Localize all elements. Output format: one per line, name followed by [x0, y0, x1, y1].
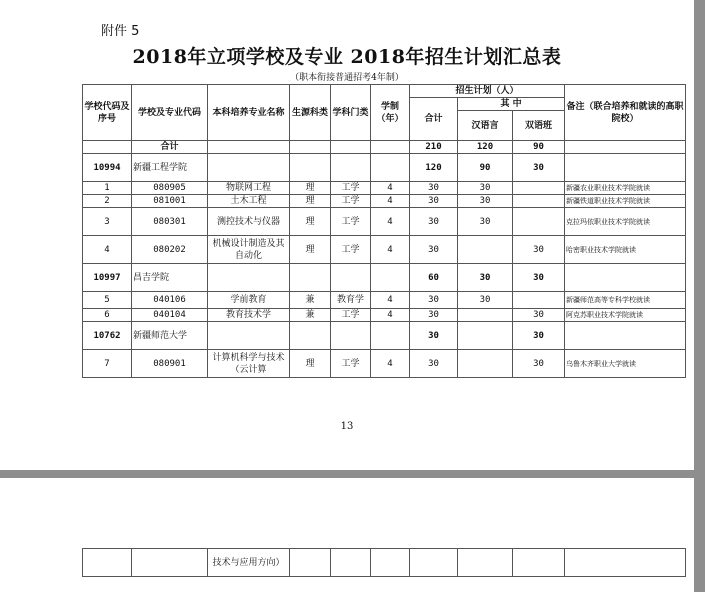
row-discipline: 工学	[331, 182, 371, 195]
total-total: 210	[410, 141, 458, 154]
enrollment-plan-table	[82, 84, 686, 378]
major-row	[83, 309, 686, 322]
row-code: 6	[83, 309, 132, 322]
row-total: 30	[410, 292, 458, 309]
document-title: 2018年立项学校及专业 2018年招生计划汇总表	[132, 46, 562, 68]
row-code: 10997	[83, 264, 132, 292]
row-name: 新疆师范大学	[132, 322, 208, 350]
row-discipline	[331, 264, 371, 292]
row-discipline: 工学	[331, 350, 371, 378]
row-discipline: 工学	[331, 195, 371, 208]
row-discipline	[331, 322, 371, 350]
row-years: 4	[371, 195, 410, 208]
row-code: 4	[83, 236, 132, 264]
continuation-table	[82, 548, 686, 577]
row-han	[458, 350, 513, 378]
row-major: 计算机科学与技术（云计算	[208, 350, 290, 378]
row-major: 物联网工程	[208, 182, 290, 195]
row-major: 机械设计制造及其自动化	[208, 236, 290, 264]
header-school-code: 学校代码及序号	[83, 85, 132, 141]
row-bilingual: 30	[513, 350, 565, 378]
row-bilingual	[513, 208, 565, 236]
header-total: 合计	[410, 98, 458, 141]
document-page-2	[0, 478, 694, 592]
row-years	[371, 154, 410, 182]
row-discipline	[331, 154, 371, 182]
row-name: 新疆工程学院	[132, 154, 208, 182]
row-source: 理	[290, 208, 331, 236]
row-discipline: 教育学	[331, 292, 371, 309]
major-row	[83, 292, 686, 309]
row-code: 7	[83, 350, 132, 378]
row-code: 5	[83, 292, 132, 309]
total-row	[83, 141, 686, 154]
row-code: 10994	[83, 154, 132, 182]
row-name: 080901	[132, 350, 208, 378]
row-major: 土木工程	[208, 195, 290, 208]
row-total: 30	[410, 208, 458, 236]
row-remark: 新疆农业职业技术学院就读	[565, 182, 686, 195]
school-row	[83, 322, 686, 350]
row-name: 080905	[132, 182, 208, 195]
page-number: 13	[340, 421, 354, 432]
major-row	[83, 208, 686, 236]
row-total: 30	[410, 236, 458, 264]
row-name: 081001	[132, 195, 208, 208]
row-major	[208, 264, 290, 292]
row-remark	[565, 154, 686, 182]
row-total: 30	[410, 195, 458, 208]
row-years: 4	[371, 292, 410, 309]
row-source: 理	[290, 350, 331, 378]
row-remark: 新疆铁道职业技术学院就读	[565, 195, 686, 208]
row-discipline: 工学	[331, 208, 371, 236]
row-name: 昌吉学院	[132, 264, 208, 292]
header-among: 其 中	[458, 98, 565, 111]
header-source: 生源科类	[290, 85, 331, 141]
row-name: 080301	[132, 208, 208, 236]
row-years: 4	[371, 350, 410, 378]
header-discipline: 学科门类	[331, 85, 371, 141]
row-years: 4	[371, 208, 410, 236]
major-row	[83, 182, 686, 195]
row-remark: 阿克苏职业技术学院就读	[565, 309, 686, 322]
row-bilingual: 30	[513, 236, 565, 264]
row-source: 理	[290, 182, 331, 195]
major-row	[83, 195, 686, 208]
row-major	[208, 322, 290, 350]
row-remark: 克拉玛依职业技术学院就读	[565, 208, 686, 236]
row-name: 080202	[132, 236, 208, 264]
row-source: 兼	[290, 292, 331, 309]
row-code: 1	[83, 182, 132, 195]
school-row	[83, 154, 686, 182]
row-total: 60	[410, 264, 458, 292]
row-bilingual: 30	[513, 154, 565, 182]
header-bilingual: 双语班	[513, 111, 565, 141]
major-row	[83, 350, 686, 378]
row-name: 040106	[132, 292, 208, 309]
row-han: 30	[458, 264, 513, 292]
row-years: 4	[371, 236, 410, 264]
row-remark	[565, 322, 686, 350]
row-bilingual: 30	[513, 322, 565, 350]
continuation-row	[83, 549, 686, 577]
row-code: 10762	[83, 322, 132, 350]
row-source	[290, 322, 331, 350]
row-han	[458, 309, 513, 322]
header-school-major-code: 学校及专业代码	[132, 85, 208, 141]
row-han: 30	[458, 182, 513, 195]
row-major	[208, 154, 290, 182]
row-han: 30	[458, 208, 513, 236]
header-remark: 备注（联合培养和就读的高职院校）	[565, 85, 686, 141]
school-row	[83, 264, 686, 292]
continuation-major: 技术与应用方向）	[208, 549, 290, 577]
row-discipline: 工学	[331, 309, 371, 322]
total-bilingual: 90	[513, 141, 565, 154]
row-code: 2	[83, 195, 132, 208]
header-major-name: 本科培养专业名称	[208, 85, 290, 141]
row-total: 30	[410, 322, 458, 350]
row-remark: 乌鲁木齐职业大学就读	[565, 350, 686, 378]
row-years: 4	[371, 182, 410, 195]
row-remark	[565, 264, 686, 292]
row-years	[371, 322, 410, 350]
row-remark: 哈密职业技术学院就读	[565, 236, 686, 264]
row-major: 学前教育	[208, 292, 290, 309]
header-plan: 招生计划（人）	[410, 85, 565, 98]
row-han: 90	[458, 154, 513, 182]
row-bilingual	[513, 182, 565, 195]
row-han: 30	[458, 195, 513, 208]
row-han	[458, 322, 513, 350]
row-source: 理	[290, 236, 331, 264]
document-subtitle: （职本衔接普通招考4年制）	[290, 73, 404, 83]
total-label: 合计	[132, 141, 208, 154]
row-total: 30	[410, 309, 458, 322]
row-source: 理	[290, 195, 331, 208]
row-source: 兼	[290, 309, 331, 322]
row-code: 3	[83, 208, 132, 236]
row-bilingual: 30	[513, 309, 565, 322]
row-source	[290, 154, 331, 182]
row-name: 040104	[132, 309, 208, 322]
row-years	[371, 264, 410, 292]
row-years: 4	[371, 309, 410, 322]
header-years: 学制（年）	[371, 85, 410, 141]
row-bilingual: 30	[513, 264, 565, 292]
attachment-label: 附件 5	[101, 24, 140, 39]
row-total: 30	[410, 182, 458, 195]
row-total: 30	[410, 350, 458, 378]
row-major: 教育技术学	[208, 309, 290, 322]
major-row	[83, 236, 686, 264]
row-bilingual	[513, 292, 565, 309]
row-discipline: 工学	[331, 236, 371, 264]
row-source	[290, 264, 331, 292]
row-bilingual	[513, 195, 565, 208]
total-han: 120	[458, 141, 513, 154]
row-han	[458, 236, 513, 264]
row-han: 30	[458, 292, 513, 309]
row-remark: 新疆师范高等专科学校就读	[565, 292, 686, 309]
row-major: 测控技术与仪器	[208, 208, 290, 236]
row-total: 120	[410, 154, 458, 182]
header-han: 汉语言	[458, 111, 513, 141]
